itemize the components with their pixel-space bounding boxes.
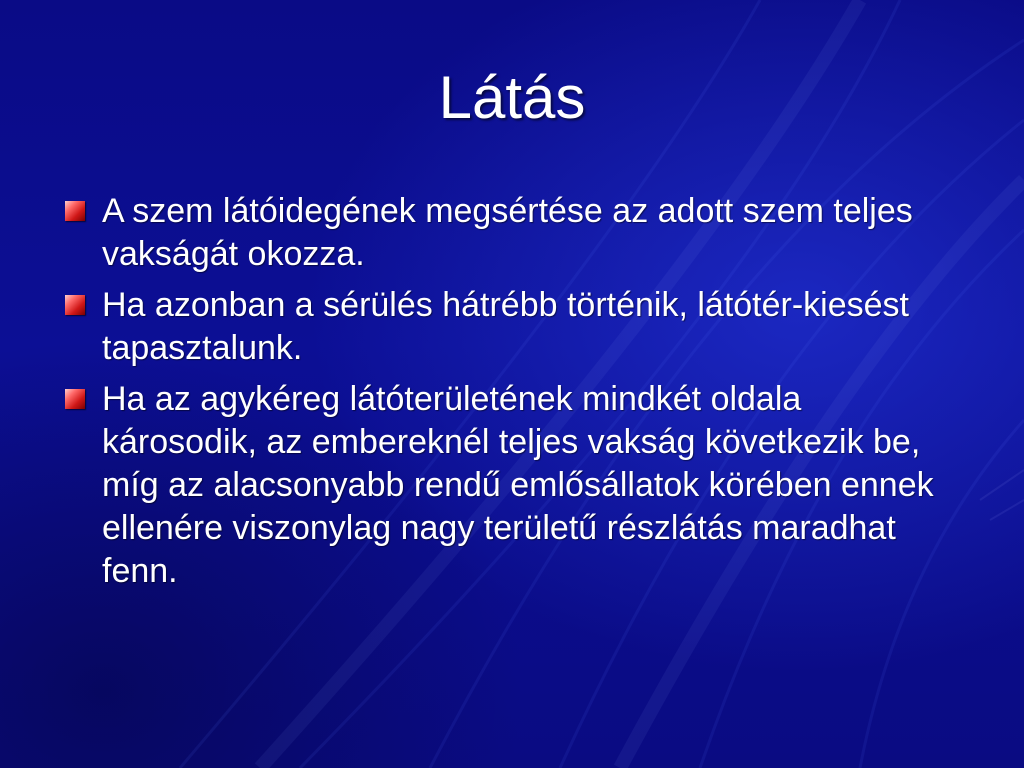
bullet-item (60, 190, 960, 276)
slide-title: Látás (438, 64, 586, 131)
bullet-text: A szem látóidegének megsértése az adott szem teljes vakságát okozza. (102, 192, 913, 273)
red-square-bullet-icon (65, 389, 85, 409)
bullet-text: Ha azonban a sérülés hátrébb történik, látótér-kiesést tapasztalunk. (102, 286, 910, 367)
red-square-bullet-icon (65, 295, 85, 315)
bullet-list (60, 190, 960, 601)
bullet-item (60, 378, 960, 593)
bullet-item (60, 284, 960, 370)
bullet-text: Ha az agykéreg látóterületének mindkét oldala károsodik, az embereknél teljes vakság következik be, míg az alacsonyabb rendű emlősállatok körében ennek ellenére viszonylag nagy területű részlátás maradhat fenn. (102, 380, 934, 590)
red-square-bullet-icon (65, 201, 85, 221)
